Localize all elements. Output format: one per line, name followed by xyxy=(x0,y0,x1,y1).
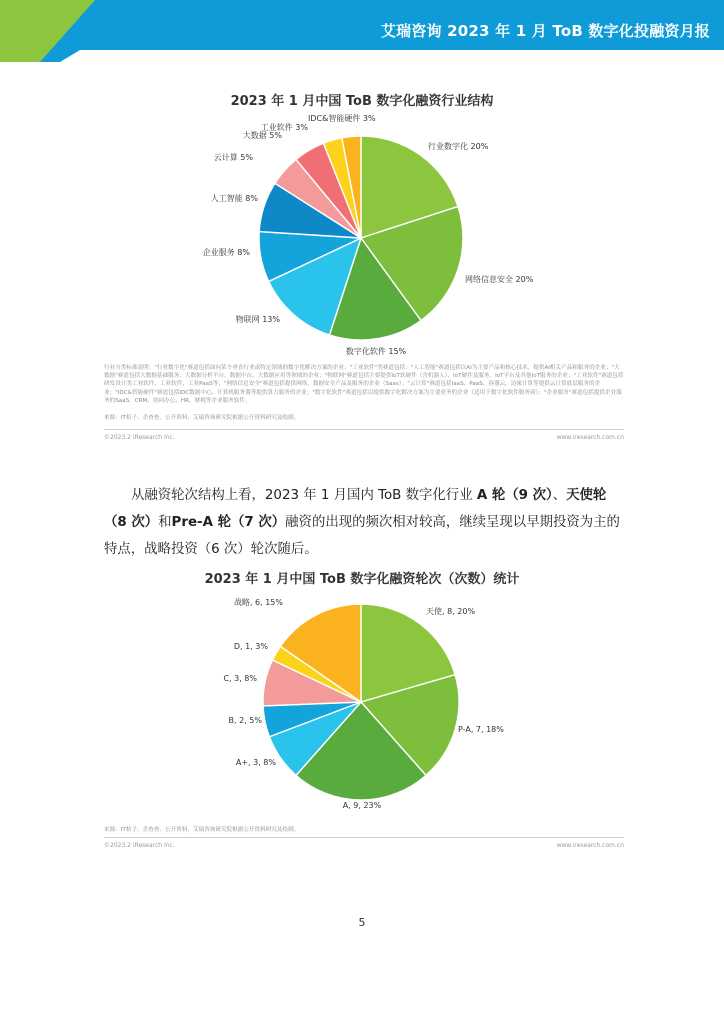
pie-slice-label: 大数据 5% xyxy=(242,131,282,140)
chart1-copyright: ©2023.2 iResearch Inc. xyxy=(104,434,175,441)
chart1-note: 行业分类标准说明："行业数字化"赛道包括面向某个垂直行业或特定领域的数字化解决方案的企业；"工业软件"类赛道包括："人工智能"赛道包括以AI为主要产品和核心技术、提供AI相关产品和服务的企业；"大数据"赛道包括大数据基础服务、大数据分析平台、数据中台、大数据应用等领域的企业；"物联网"赛道包括主要提供IoT软硬件（含机器人）、IoT硬件及服务、IoT平台及其他IoT服务的企业；"工业软件"赛道包括研发设计类工业软件、工业软件、工业PaaS等；"网络信息安全"赛道包括提供网络、数据安全产品及服务的企业（Saas）；"云计算"赛道包括IaaS、PaaS、容器云、边缘计算等提供云计算底层服务的企业；"IDC&智能硬件"赛道包括IDC数据中心、计算机服务器等提供算力服务的企业；"数字化软件"赛道包括以提供数字化解决方案为主要业务的企业（适用于数字化软件服务商）；"企业服务"赛道包括提供企业服务的SaaS、CRM、协同办公、HR、财税等企业服务软件。 xyxy=(104,365,624,404)
pie-slice-label: B, 2, 5% xyxy=(228,716,262,725)
pie-slice-label: A+, 3, 8% xyxy=(235,758,276,767)
pie-slice-label: C, 3, 8% xyxy=(223,674,257,683)
pie-slice-label: A, 9, 23% xyxy=(342,801,382,810)
chart2-title: 2023 年 1 月中国 ToB 数字化融资轮次（次数）统计 xyxy=(204,572,520,587)
para-angel-round: 天使轮（8 次） xyxy=(104,488,607,530)
para-text-1: 从融资轮次结构上看，2023 年 1 月国内 ToB 数字化行业 xyxy=(131,488,477,503)
para-prea-round: Pre-A 轮（7 次） xyxy=(171,515,286,530)
pie-slice-label: D, 1, 3% xyxy=(233,642,268,651)
pie-slice-label: 网络信息安全 20% xyxy=(465,275,534,284)
pie-slice-label: P-A, 7, 18% xyxy=(458,725,504,734)
pie-slice-label: 工业软件 3% xyxy=(260,123,308,132)
chart2-website: www.iresearch.com.cn xyxy=(556,842,624,849)
chart1-website: www.iresearch.com.cn xyxy=(556,434,624,441)
chart2-copyright: ©2023.2 iResearch Inc. xyxy=(104,842,175,849)
page-number: 5 xyxy=(358,916,366,929)
para-text-2: 融资的出现的频次相对较高，继续呈现以早期投资为主的特点，战略投资（6 次）轮次随后。 xyxy=(104,515,620,557)
header-title: 艾瑞咨询 2023 年 1 月 ToB 数字化投融资月报 xyxy=(380,22,710,40)
para-and: 和 xyxy=(158,515,172,530)
pie-slice-label: 数字化软件 15% xyxy=(345,347,407,356)
pie-slice-label: 行业数字化 20% xyxy=(428,142,489,151)
pie-slice-label: 云计算 5% xyxy=(213,153,253,162)
pie-slice-label: 人工智能 8% xyxy=(210,194,258,203)
pie-slice-label: 战略, 6, 15% xyxy=(233,598,283,607)
pie-slice-label: 企业服务 8% xyxy=(202,248,250,257)
chart1-title: 2023 年 1 月中国 ToB 数字化融资行业结构 xyxy=(230,94,494,109)
para-a-round: A 轮（9 次） xyxy=(476,488,553,503)
chart1-source: 来源：IT桔子、企查查、公开资料，艾瑞咨询研究院根据公开资料研究及绘制。 xyxy=(104,415,300,421)
pie-slice-label: IDC&智能硬件 3% xyxy=(308,114,376,123)
chart2-source: 来源：IT桔子、企查查、公开资料，艾瑞咨询研究院根据公开资料研究及绘制。 xyxy=(104,827,300,833)
chart2-divider xyxy=(104,837,624,838)
pie-slice-label: 天使, 8, 20% xyxy=(426,607,476,616)
para-sep: 、 xyxy=(552,488,567,503)
pie-slice-label: 物联网 13% xyxy=(235,315,280,324)
